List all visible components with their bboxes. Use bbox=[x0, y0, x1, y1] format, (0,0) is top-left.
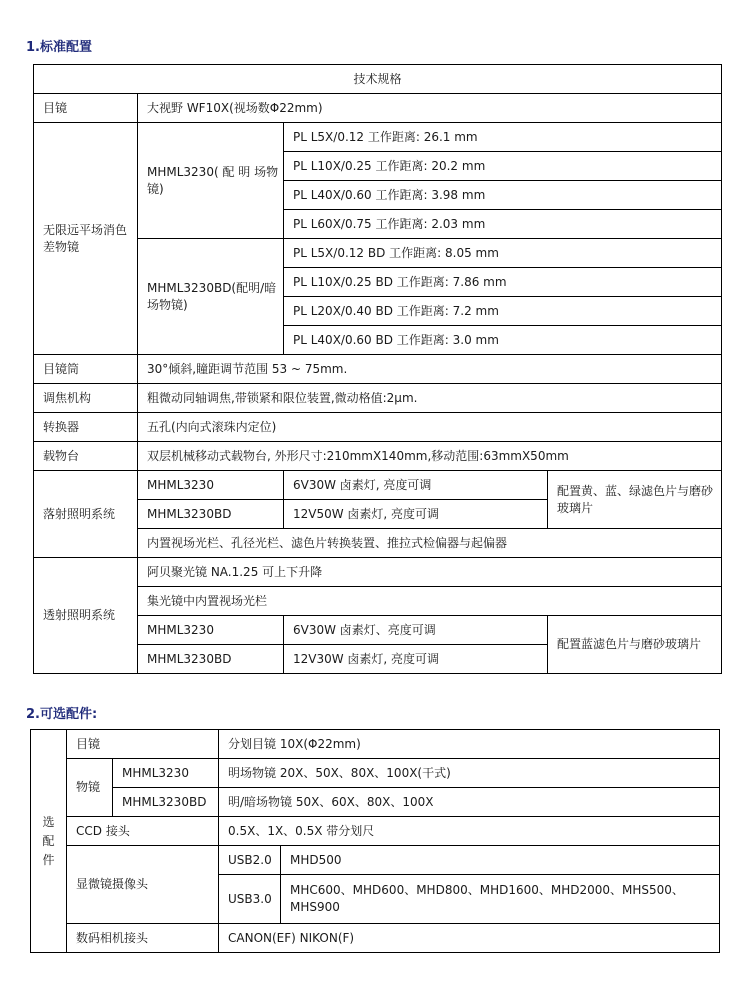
row-label: 调焦机构 bbox=[34, 384, 138, 413]
table-row bbox=[31, 788, 720, 817]
row-label: 目镜筒 bbox=[34, 355, 138, 384]
row-value: MHD500 bbox=[281, 846, 720, 875]
row-value: 五孔(内向式滚珠内定位) bbox=[138, 413, 722, 442]
objective-item: PL L5X/0.12 BD 工作距离: 8.05 mm bbox=[284, 239, 722, 268]
model-cell: MHML3230BD bbox=[113, 788, 219, 817]
row-label: 载物台 bbox=[34, 442, 138, 471]
row-label: 物镜 bbox=[67, 759, 113, 817]
row-value: 明场物镜 20X、50X、80X、100X(干式) bbox=[219, 759, 720, 788]
model-cell: MHML3230BD bbox=[138, 500, 284, 529]
objective-item: PL L10X/0.25 BD 工作距离: 7.86 mm bbox=[284, 268, 722, 297]
port-cell: USB2.0 bbox=[219, 846, 281, 875]
filter-note: 配置蓝滤色片与磨砂玻璃片 bbox=[548, 616, 722, 674]
model-cell: MHML3230 bbox=[138, 471, 284, 500]
table-row bbox=[34, 239, 722, 268]
lamp-cell: 6V30W 卤素灯, 亮度可调 bbox=[284, 471, 548, 500]
row-label: 转换器 bbox=[34, 413, 138, 442]
row-label: 目镜 bbox=[34, 94, 138, 123]
table-row bbox=[31, 924, 720, 953]
row-label: 目镜 bbox=[67, 730, 219, 759]
table-row bbox=[31, 759, 720, 788]
row-value: 粗微动同轴调焦,带锁紧和限位装置,微动格值:2μm. bbox=[138, 384, 722, 413]
table-row bbox=[34, 442, 722, 471]
section-1-title: 1.标准配置 bbox=[26, 40, 92, 55]
model-cell: MHML3230BD bbox=[138, 645, 284, 674]
table-row bbox=[31, 730, 720, 759]
objective-item: PL L20X/0.40 BD 工作距离: 7.2 mm bbox=[284, 297, 722, 326]
table-row bbox=[34, 94, 722, 123]
table-row bbox=[34, 529, 722, 558]
row-value: 阿贝聚光镜 NA.1.25 可上下升降 bbox=[138, 558, 722, 587]
optional-accessories-table bbox=[30, 729, 720, 953]
table-row bbox=[34, 558, 722, 587]
row-value: 双层机械移动式载物台, 外形尺寸:210mmX140mm,移动范围:63mmX50mm bbox=[138, 442, 722, 471]
row-value: 30°倾斜,瞳距调节范围 53 ~ 75mm. bbox=[138, 355, 722, 384]
row-value: 明/暗场物镜 50X、60X、80X、100X bbox=[219, 788, 720, 817]
table-row bbox=[34, 471, 722, 500]
table-row bbox=[34, 384, 722, 413]
row-value: 0.5X、1X、0.5X 带分划尺 bbox=[219, 817, 720, 846]
row-value: 集光镜中内置视场光栏 bbox=[138, 587, 722, 616]
table-row bbox=[31, 846, 720, 875]
row-value: CANON(EF) NIKON(F) bbox=[219, 924, 720, 953]
table-row bbox=[34, 355, 722, 384]
model-cell: MHML3230 bbox=[138, 616, 284, 645]
row-label: 无限远平场消色差物镜 bbox=[34, 123, 138, 355]
row-value: 内置视场光栏、孔径光栏、滤色片转换装置、推拉式检偏器与起偏器 bbox=[138, 529, 722, 558]
side-label: 选配件 bbox=[42, 814, 55, 867]
port-cell: USB3.0 bbox=[219, 875, 281, 924]
objective-item: PL L60X/0.75 工作距离: 2.03 mm bbox=[284, 210, 722, 239]
section-2-title: 2.可选配件: bbox=[26, 707, 98, 722]
row-value: 大视野 WF10X(视场数Φ22mm) bbox=[138, 94, 722, 123]
row-label: 显微镜摄像头 bbox=[67, 846, 219, 924]
table-row bbox=[34, 65, 722, 94]
objective-item: PL L40X/0.60 BD 工作距离: 3.0 mm bbox=[284, 326, 722, 355]
table-row bbox=[34, 413, 722, 442]
objective-item: PL L40X/0.60 工作距离: 3.98 mm bbox=[284, 181, 722, 210]
table-row bbox=[31, 817, 720, 846]
row-label: 落射照明系统 bbox=[34, 471, 138, 558]
standard-config-table bbox=[33, 64, 722, 674]
row-value: 分划目镜 10X(Φ22mm) bbox=[219, 730, 720, 759]
objective-item: PL L10X/0.25 工作距离: 20.2 mm bbox=[284, 152, 722, 181]
row-label: 透射照明系统 bbox=[34, 558, 138, 674]
table-row bbox=[34, 123, 722, 152]
row-value: MHC600、MHD600、MHD800、MHD1600、MHD2000、MHS500、MHS900 bbox=[281, 875, 720, 924]
lamp-cell: 6V30W 卤素灯、亮度可调 bbox=[284, 616, 548, 645]
table-row bbox=[34, 587, 722, 616]
objective-group-name: MHML3230( 配 明 场物镜) bbox=[138, 123, 284, 239]
row-label: CCD 接头 bbox=[67, 817, 219, 846]
objective-group-name: MHML3230BD(配明/暗场物镜) bbox=[138, 239, 284, 355]
table-row bbox=[34, 616, 722, 645]
spec-header: 技术规格 bbox=[34, 65, 722, 94]
lamp-cell: 12V50W 卤素灯, 亮度可调 bbox=[284, 500, 548, 529]
model-cell: MHML3230 bbox=[113, 759, 219, 788]
row-label: 数码相机接头 bbox=[67, 924, 219, 953]
objective-item: PL L5X/0.12 工作距离: 26.1 mm bbox=[284, 123, 722, 152]
lamp-cell: 12V30W 卤素灯, 亮度可调 bbox=[284, 645, 548, 674]
filter-note: 配置黄、蓝、绿滤色片与磨砂玻璃片 bbox=[548, 471, 722, 529]
